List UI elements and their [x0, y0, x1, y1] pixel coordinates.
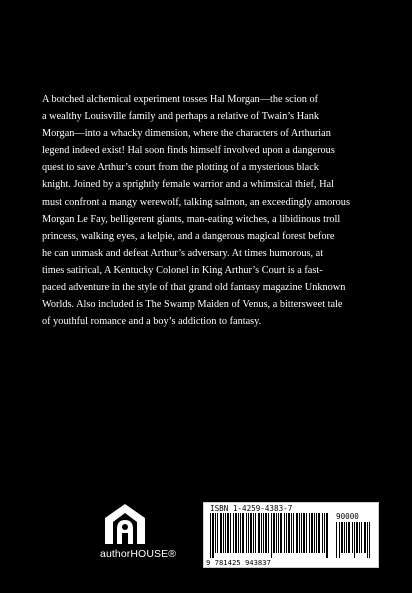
barcode-bar	[258, 513, 260, 553]
barcode-bar	[263, 513, 264, 553]
barcode-bar	[286, 513, 287, 553]
barcode-bar	[311, 513, 313, 553]
barcode-bar	[217, 513, 218, 553]
barcode-bar	[293, 513, 294, 553]
barcode-bar	[296, 513, 298, 553]
blurb-line: times satirical, A Kentucky Colonel in King Arthur’s Court is a fast-	[42, 264, 323, 276]
barcode-bar	[336, 522, 337, 558]
barcode-bar	[255, 513, 256, 553]
blurb-text	[42, 91, 375, 330]
barcode-bar	[361, 522, 362, 553]
barcode-bar	[326, 513, 328, 558]
barcode-bar	[223, 513, 224, 553]
barcode-bar	[273, 513, 275, 553]
barcode-bar	[248, 513, 249, 553]
barcode-bar	[250, 513, 252, 553]
blurb-line: Morgan—into a whacky dimension, where the characters of Arthurian	[42, 128, 331, 140]
blurb-line: knight. Joined by a sprightly female warrior and a whimsical thief, Hal	[42, 179, 334, 191]
blurb-line: a wealthy Louisville family and perhaps a relative of Twain’s Hank	[42, 111, 320, 123]
barcode-bar	[227, 513, 229, 553]
barcode-bar	[288, 513, 290, 553]
barcode-bar	[230, 513, 231, 553]
ean-digits: 9 781425 943837	[206, 558, 271, 567]
barcode-bar	[225, 513, 226, 553]
barcode-bar	[246, 513, 247, 553]
publisher-name: authorHOUSE®	[100, 548, 177, 560]
barcode-bar	[299, 513, 300, 553]
barcode-bar	[284, 513, 285, 553]
barcode-addon-number: 90000	[336, 512, 359, 521]
barcode-bar	[318, 513, 320, 553]
barcode-bar	[322, 513, 323, 553]
barcode-bar	[359, 522, 360, 553]
barcode-bar	[238, 513, 239, 553]
isbn-label: ISBN 1-4259-4383-7	[210, 504, 293, 513]
barcode-bar	[367, 522, 368, 558]
barcode-bar	[220, 513, 222, 553]
barcode-bar	[268, 513, 269, 553]
blurb-line: Morgan Le Fay, belligerent giants, man-eating witches, a libidinous troll	[42, 213, 341, 225]
barcode-bar	[364, 522, 366, 553]
barcode-bar	[369, 522, 370, 558]
blurb-line: he can unmask and defeat Arthur’s adversary. At times humorous, at	[42, 247, 324, 259]
barcode-bar	[324, 513, 325, 553]
ean-barcode-bars	[210, 513, 330, 558]
blurb-line: princess, walking eyes, a kelpie, and a dangerous magical forest before	[42, 230, 335, 242]
barcode-bar	[306, 513, 307, 553]
barcode-bar	[346, 522, 347, 553]
blurb-line: of youthful romance and a boy’s addiction to fantasy.	[42, 316, 262, 328]
barcode-bar	[301, 513, 302, 553]
barcode-bar	[271, 513, 272, 558]
barcode-bar	[314, 513, 315, 553]
barcode-bar	[240, 513, 241, 553]
barcode-bar	[261, 513, 262, 553]
publisher-logo	[100, 500, 196, 570]
barcode-bar	[212, 513, 214, 558]
barcode-bar	[356, 522, 358, 553]
barcode-bar	[233, 513, 234, 553]
barcode-bar	[235, 513, 237, 553]
barcode-bar	[242, 513, 244, 553]
blurb-line: A botched alchemical experiment tosses Hal Morgan—the scion of	[42, 94, 319, 105]
addon-barcode-bars	[336, 522, 374, 558]
barcode-bar	[352, 522, 353, 553]
barcode-bar	[344, 522, 345, 553]
barcode-bar	[280, 513, 282, 553]
barcode-bar	[265, 513, 267, 553]
barcode-bar	[309, 513, 310, 553]
blurb-line: paced adventure in the style of that grand old fantasy magazine Unknown	[42, 282, 346, 294]
blurb-line: Worlds. Also included is The Swamp Maiden of Venus, a bittersweet tale	[42, 299, 343, 311]
blurb-line: quest to save Arthur’s court from the plotting of a mysterious black	[42, 162, 319, 174]
barcode-bar	[276, 513, 277, 553]
authorhouse-logo-icon	[100, 500, 150, 546]
barcode-bar	[278, 513, 279, 553]
blurb-line: legend indeed exist! Hal soon finds himself involved upon a dangerous	[42, 145, 335, 157]
blurb-line: must confront a mangy werewolf, talking salmon, an exceedingly amorous	[42, 196, 350, 208]
barcode-bar	[341, 522, 343, 553]
barcode-bar	[303, 513, 305, 553]
barcode-bar	[339, 522, 340, 558]
barcode-bar	[291, 513, 292, 553]
barcode-bar	[253, 513, 254, 553]
barcode-bar	[210, 513, 211, 558]
barcode-bar	[348, 522, 350, 553]
barcode-bar	[316, 513, 317, 553]
barcode-bar	[215, 513, 216, 553]
barcode-bar	[354, 522, 355, 558]
isbn-barcode	[203, 502, 379, 568]
